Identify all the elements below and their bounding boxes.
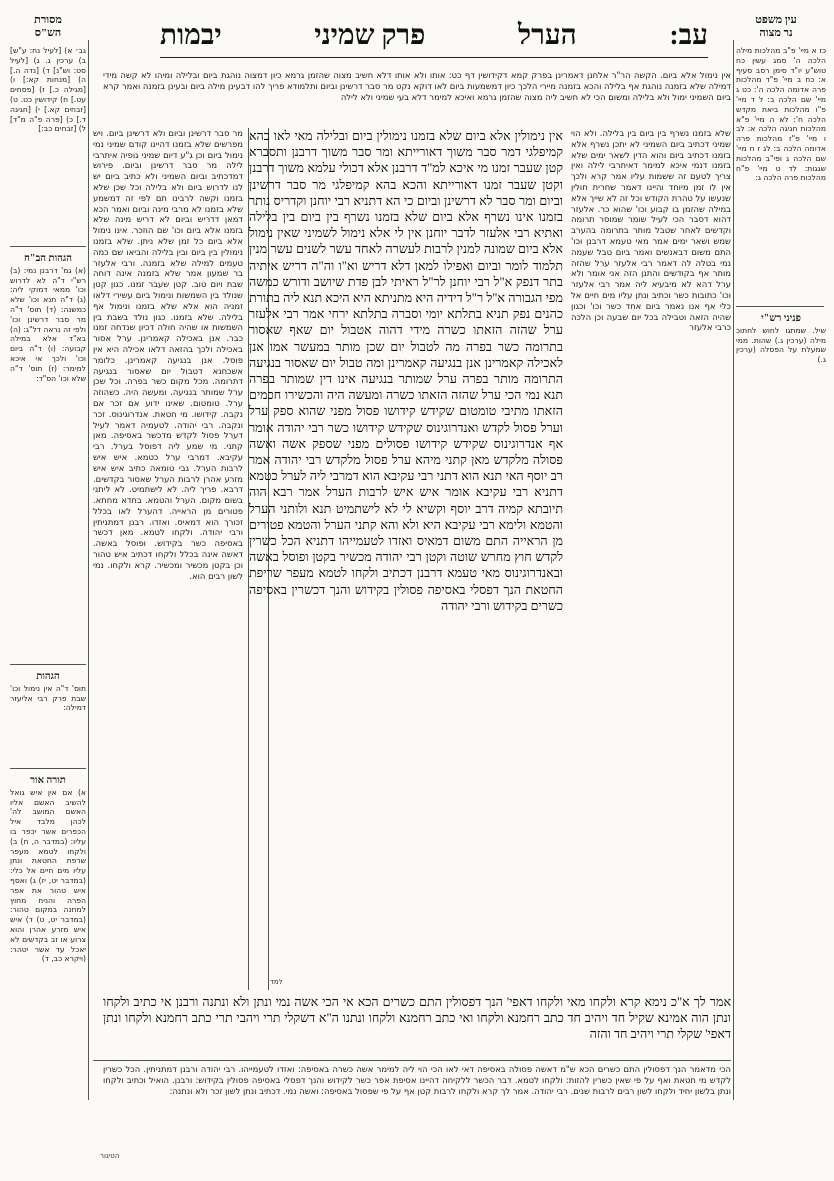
tractate-name: יבמות [160, 20, 222, 51]
folio-number: עב: [669, 20, 708, 51]
torah-or-box [10, 772, 86, 1068]
mesoret-column: גב׳ א) [לעיל נח: ע"ש] ב) ערכין ג. ג) [לעיל סט: וש"נ] ד) [נדה ה.] ה) [מנחות קא:] ו) [מגילה כ.] ז) [פסחים עט.] ח) קידושין כט. ט) [זבחים קא.] י) [חגיגה ד.] כ) [פרה פ"ה מ"ד] ל) [זבחים כב:] [10, 46, 86, 134]
footer-signature: הטיגור [100, 1152, 120, 1160]
tosafot-left-top: מר סבר דרשינן וביום ולא דרשינן ביום. ויש מפרשים שלא בזמנו דהיינו קודם שמיני נמי נימול ביום וכן ג"ע דיום שמיני גופיה איתרבי לילה מר סבר דרשינן וביום. פירוש דמדכתיב וביום השמיני ולא כתיב ביום יש לנו לדרוש ביום ולא בלילה וכל שכן שלא בזמנו וקשה לרבינו תם לפי זה דמשמע שלא בזמנו לא מרבי מינה וביום ואמר הכא דמאן דדריש וביום לא דריש מינה שלא בזמנו אלא ביום וכו' [93, 128, 243, 236]
tosafot-top-band: אין נימול אלא ביום. הקשה הר"ר אלחנן דאמרינן בפרק קמא דקידושין דף כט: אותו ולא אותו דלא חשיב מצוה שהזמן גרמא כיון דמצוה נוהגת ביום ובלילה ומיהו לא קשה מידי דמילה שלא בזמנה נוהגת אף בלילה והכא בזמנה מיירי הלכך כיון דמשמעות ביום לאו דוקא נקט מר סבר דרשינן וביום ותלמודא פריך להו דבעינן מילה ביום ובעינן בזמנה ואמר קרא ביום השמיני ימול ולא בלילה ומשום הכי לא חשיב ליה מצוה שהזמן גרמא ואיכא למימר דלא בעי שמיני ולא לילה [103, 70, 731, 102]
header-rule [160, 57, 708, 58]
ein-mishpat-divider [736, 306, 824, 307]
mesoret-heading: מסורת הש"ס [34, 14, 62, 39]
tosafot-left-body: שם הוזכר. אינו נימול אלא ביום כל זמן שלא ניתן. שלא בזמנו נימולין בין ביום ובין בלילה והביאו שם כמה טעמים למילה שלא בזמנה. ורבי אלעזר בר שמעון אמר שלא בזמנה אינה דוחה שבת ויום טוב. קטן שעבר זמנו. כגון קטן שנולד בין השמשות ונימול ביום עשירי דלאו זמניה הוא אלא שלא בזמנו ונימול אף בלילה. שלא בזמנו. כגון נולד בשבת בין השמשות או שהיה חולה דכיון שנדחה זמנו כבר. אנן באכילה קאמרינן. ערל אסור באכילה ולכך בהזאה דלאו אכילה היא אין פוסל. אנן בנגיעה קאמרינן. כלומר אשכחנא דטבול יום שאסור בנגיעה דתרומה. מכל מקום כשר בפרה. וכל שכן ערל שמותר בנגיעה. ומעשה היה. כשהוזה ערל. טומטום. שאינו ידוע אם זכר אם נקבה. קידושו. מי חטאת. אנדרוגינוס. זכר ונקבה. רבי יהודה. לטעמיה דאמר לעיל דערל פסול לקדש מדכשר באסיפה. מאן קתני. מי שמע ליה דפוסל בערל. רבי עקיבא. דמרבי ערל כטמא. איש איש לרבות הערל. גבי טומאה כתיב איש איש מזרע אהרן לרבות הערל שאסור בקדשים. דרבא. פריך ליה. לא לישתמיט. לא ליתני בשום מקום. הערל והטמא. בחדא מחתא. פטורים מן הראייה. דהערל לאו בכלל זכורך הוא דמאיס. ואזדו. רבנן דמתניתין ורבי יהודה. ולקחו לטמא. מאן דכשר באסיפה כשר בקידוש. ופוסל באשה. דאשה אינה בכלל ולקחו דכתיב איש טהור וכן בקטן מכשיר ומכשיר. קרא ולקחו. נמי לשון רבים הוא. [93, 225, 243, 581]
mesoret-divider [10, 246, 86, 247]
page-header [160, 10, 708, 60]
hagahot-title: הגהות [36, 671, 60, 682]
hagahot-bach-box [10, 250, 86, 654]
gemara-bottom-block: אמר לך א"כ נימא קרא ולקחו מאי ולקחו דאפי' הנך דפסולין התם כשרים הכא אי הכי אשה נמי ונתן ולא ונתנה ורבנן אי כתיב ולקחו ונתן הוה אמינא שקיל חד ויהיב חד כתב רחמנא ולקחו ואי כתב רחמנא ולקחו ונתנו ה"א דשקלי תרי ויהבי תרי כתב רחמנא ולקחו ונתן דאפי' שקלי תרי ויהיב חד והזה [103, 995, 731, 1042]
footer-commentary: הכי מדאמר הנך דפסולין התם כשרים הכא ש"מ דאשה פסולה באסיפה דאי לאו הכי הוי ליה למימר אשה כשרה באסיפה: ואזדו לטעמייהו. רבי יהודה ורבנן דמתניתין. הכל כשרין לקדש מי חטאת ואף על פי שאין כשרין להזות: ולקחו לטמא. דבר הכשר ללקיחה דהיינו אסיפת אפר כשר לקידוש והנך דפסלי באסיפה פסולין בקידוש: ורבנן. הואיל וכתיב ולקחו ונתן בלשון יחיד ולקחו לשון רבים לרבות שנים. רבי יהודה. אמר לך קרא ולקחו לרבות קטן אף על פי שפסול באסיפה: ואשה נמי. דכתיב ונתן לשון זכר ולא ונתנה: [103, 1064, 731, 1096]
torah-or-divider [10, 768, 86, 769]
tosafot-right-column: שלא בזמנו נשרף בין ביום בין בלילה. ולא הוי שמיני דכתיב ביום השמיני לא יתכן נשרף אלא בזמנו דכתיב ביום והוא הדין לשאר ימים שלא בזמנו דנמי איכא למימר דאיתרבי לילה ואין צריך לטעם זה ששמות עליו אמר קרא ולכך אין לו זמן מיוחד והיינו דאמר שחרית חולין שנעשו על טהרת הקודש וכל זה לא שייך אלא במילה שהזמן בו קבוע וכו' שהוא כר. אלעזר דהוא דסבר הכי לעיל שומר שמוסר תרומה וקדשים לאחר שטבל מותר בתרומה בהערב שמש ושאר ימים אמר מאי טעמא דרבנן וכו' התם משום דבאנשים ואמר ביום טבל שעמה נמי בטלה לה דאמר רבי אלעזר ערל שהזה מותר אף בקודשים והתנן הזה אני אומר ולא ערל דהא לא מיבעיא ליה אמר רבי אלעזר וכו' כתובות כשר וכתיב ונתן עליו מים חיים אל כלי אף אנו נאמר ביום אחד כשר וכו' וכגון שהיה הזאה וטבילה בכל יום שבעה וכן הלכה כרבי אלעזר [571, 128, 731, 333]
ein-mishpat-heading: עין משפט נר מצוה [755, 14, 797, 39]
hagahot-box [10, 668, 86, 764]
left-margin-rule [88, 40, 89, 1100]
torah-or-title: תורה אור [30, 775, 66, 786]
tosafot-left-column [93, 128, 243, 990]
gemara-main-block: אין נימולין אלא ביום שלא בזמנו נימולין ביום ובלילה מאי לאו בהא קמיפלגי דמר סבר משוך דאורייתא ומר סבר משוך דרבנן ותסברא קטן שעבר זמנו מי איכא למ"ד דרבנן אלא דכולי עלמא משוך דרבנן וקטן שעבר זמנו דאורייתא והכא בהא קמיפלגי מר סבר דרשינן וביום ומר סבר לא דרשינן וביום כי הא דתניא רבי יוחנן וקדריס נותר בזמנו אינו נשרף אלא ביום שלא בזמנו נשרף בין ביום בין בלילה ואתיא רבי אלעזר לדבר יוחנן אין לי אלא נימול לשמיני שאין נימול אלא ביום שמונה למנין לרבות לעשרה לאחד עשר לשנים עשר מנין תלמוד לומר וביום ואפילו למאן דלא דריש וא"ו וה"ה דריש איתיה בתר דנפק א"ל רבי יוחנן לר"ל ראיתי לבן פדת שיושב ודורש כמשה מפי הגבורה א"ל ר"ל דידיה היא מתניתא היא היכא תנא ליה בתורת כהנים נפק תניא בתלתא יומי וסברה בתלתא ירחי אמר רבי אלעזר ערל שהזה הזאתו כשרה מידי דהוה אטבול יום שאף שאסור בתרומה כשר בפרה מה לטבול יום שכן מותר במעשר אמו אנן לאכילה קאמרינן אנן בנגיעה קאמרינן ומה טבול יום שאסור בנגיעה התרומה מותר בפרה ערל שמותר בנגיעה אינו דין שמותר בפרה תנא נמי הכי ערל שהזה הזאתו כשרה ומעשה היה והכשירו חכמים הזאתו מתיבי טומטום שקידש קידושו פסול מפני שהוא ספק ערל וערל פסול לקדש ואנדרוגינוס שקידש קידושו כשר רבי יהודה אומר אף אנדרוגינוס שקידש קידושו פסולים מפני שספק אשה ואשה פסולה מלקדש מאן קתני מיהא ערל פסול מלקדש רבי יהודה אמר רב יוסף האי תנא הוא דתני רבי עקיבא הוא דמרבי ליה לערל כטמא דתניא רבי עקיבא אומר איש איש לרבות הערל אמר רבא הוה תיובתא קמיה דרב יוסף וקשיא לי לא לישתמיט תנא ולותני הערל והטמא ולימא רבי עקיבא היא ולא והא קתני הערל והטמא פטורים מן הראייה התם משום דמאיס ואזדו לטעמייהו דתניא הכל כשרין לקדש חוץ מחרש שוטה וקטן רבי יהודה מכשיר בקטן ופוסל באשה ובאנדרוגינוס מאי טעמא דרבנן דכתיב ולקחו לטמא מעפר שריפת החטאת הנך דפסלי באסיפה פסולין בקידוש והנך דכשרין באסיפה כשרים בקידוש ורבי יהודה [249, 129, 563, 613]
ein-mishpat-column: כז א מיי' פ"ב מהלכות מילה הלכה ה' סמג עשין כח טוש"ע יו"ד סימן רסב סעיף א: כח ב מיי' פ"ד מהלכות פרה אדומה הלכה ה': כט ג מיי' שם הלכה ב: ל ד מיי' פ"ו מהלכות ביאת מקדש הלכה ח': לא ה מיי' פ"א מהלכות חגיגה הלכה א: לב ו מיי' פ"ז מהלכות פרה אדומה הלכה ב: לג ז ח מיי' שם הלכה ג ופי"ב מהלכות שגגות: לד ט מיי' פ"ח מהלכות פרה הלכה ג: [736, 46, 826, 183]
hagahot-bach-title: הגהות הב"ח [23, 253, 72, 264]
rashi-gems-text: שיל. שמתגו לחוש לחתוכ מילה (ערכין ג.) שהות. ממי שמעלת על הפסלה (ערכין ג.) [736, 325, 826, 365]
hagahot-text: תוס' ד"ה אין נימול וכו' שבת פרק רבי אליעזר דמילה: [10, 683, 86, 713]
footer-rule [93, 1060, 731, 1061]
hagahot-bach-text: (א) גמ' דרבנן נמי: (ב) רש"י ד"ה לא לדרוש וכו' ממאי דמוקי ליה: (ג) ד"ה תנא וכו' שלא כמשנה: (ד) תוס' ד"ה מר סבר דרשינן וכו' ולפי זה נראה דל"ג: (ה) בא"ד אלא במילה קבועה: (ו) ד"ה ביום וכו' ולכך אי איכא למימר: (ז) תוס' ד"ה שלא וכו' הס"ד: [10, 265, 86, 383]
torah-or-text: א) אם אין איש גואל להשיב האשם אליו האשם המושב לה' לכהן מלבד איל הכפרים אשר יכפר בו עליו: (במדבר ה, ח) ב) ולקחו לטמא מעפר שרפת החטאת ונתן עליו מים חיים אל כלי: (במדבר יט, יז) ג) ואסף איש טהור את אפר הפרה והניח מחוץ למחנה במקום טהור: (במדבר יט, ט) ד) איש איש מזרע אהרן והוא צרוע או זב בקדשים לא יאכל עד אשר יטהר: (ויקרא כב, ד) [10, 787, 86, 964]
chapter-number: פרק שמיני [314, 20, 426, 51]
rashi-gems-box [736, 310, 826, 422]
chapter-name: הערל [517, 20, 577, 51]
rashi-gems-title: פניני רש"י [761, 313, 801, 324]
lamed-note: למד [270, 978, 283, 986]
hagahot-divider [10, 664, 86, 665]
right-margin-rule [733, 40, 734, 1100]
